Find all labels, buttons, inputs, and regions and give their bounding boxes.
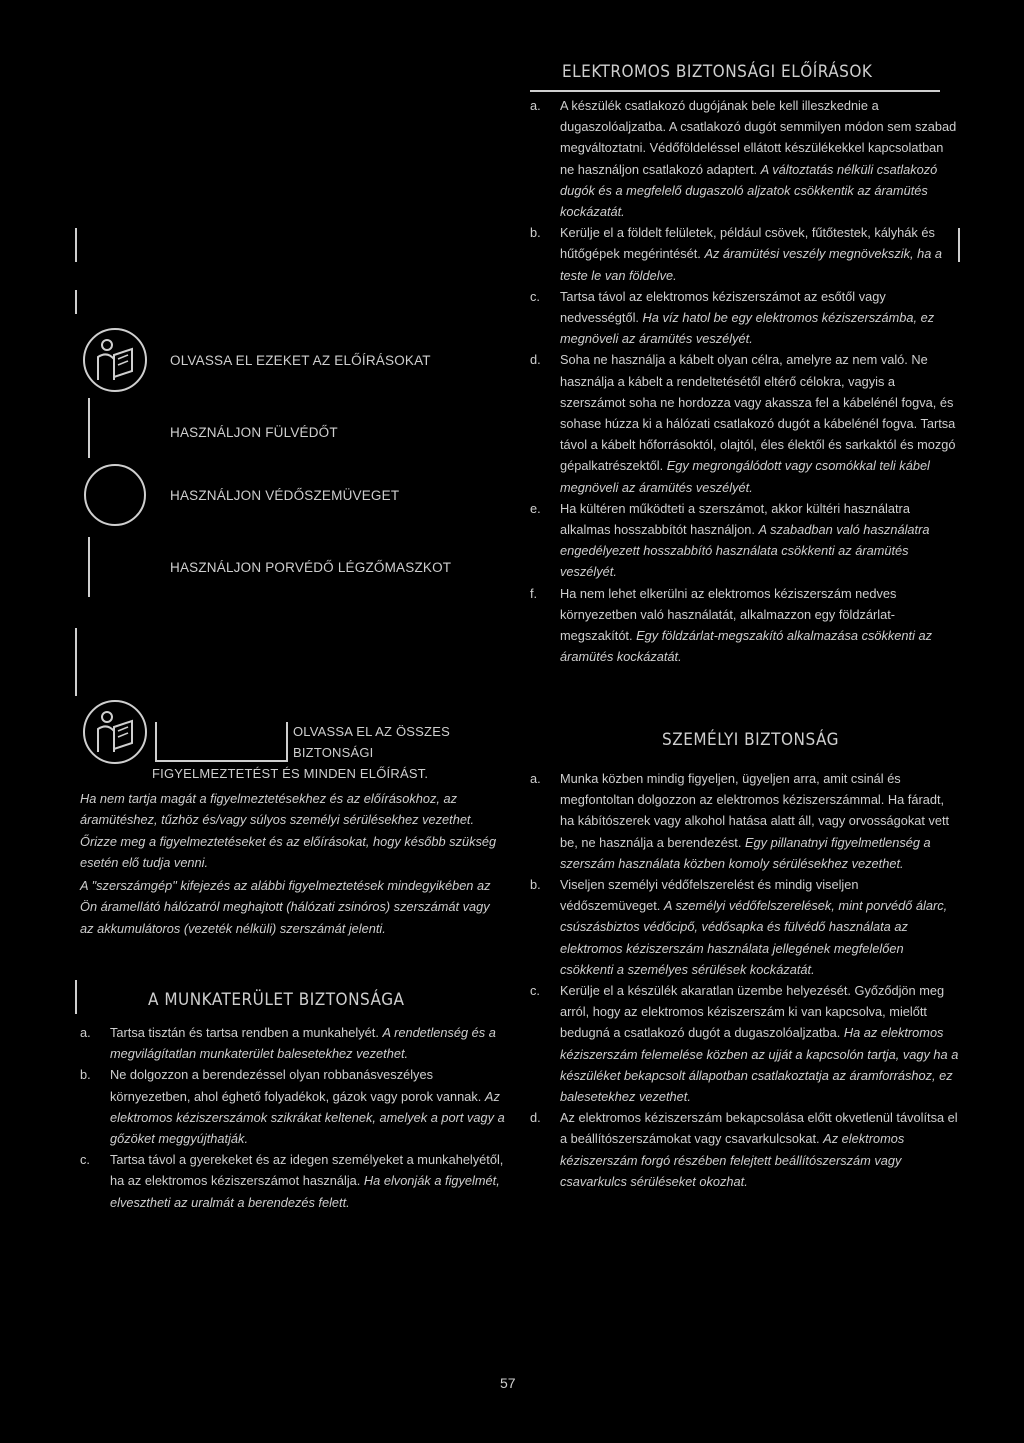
item-letter: d.: [530, 1110, 541, 1126]
electrical-safety-list: [530, 95, 960, 667]
read-all-line2: BIZTONSÁGI: [293, 745, 374, 760]
list-item: [530, 874, 960, 980]
work-area-safety-heading: A MUNKATERÜLET BIZTONSÁGA: [148, 990, 405, 1010]
item-body: [560, 286, 960, 350]
item-consequence-text: Egy földzárlat-megszakító alkalmazása csökkenti az áramütés kockázatát.: [560, 628, 932, 665]
list-item: [530, 95, 960, 222]
list-item: [530, 286, 960, 350]
item-letter: a.: [80, 1025, 91, 1040]
electrical-safety-heading: ELEKTROMOS BIZTONSÁGI ELŐÍRÁSOK: [562, 62, 873, 82]
item-text: Kerülje el a készülék akaratlan üzembe helyezését. Győződjön meg arról, hogy az elektromos kéziszerszám ki van kapcsolva, mielőtt bedugná a csatlakozó dugót a dugaszolóaljzatba.: [560, 983, 945, 1041]
item-body: [110, 1064, 505, 1149]
item-letter: f.: [530, 585, 538, 601]
item-body: [110, 1149, 505, 1213]
item-letter: a.: [530, 771, 541, 786]
dust-mask-icon: [80, 535, 150, 595]
item-text: Tartsa tisztán és tartsa rendben a munkahelyét.: [110, 1025, 379, 1040]
item-letter: b.: [530, 225, 541, 241]
item-consequence-text: Az elektromos kéziszerszám forgó részében felejtett beállítószerszám vagy csavarkulcs sérüléseket okozhat.: [560, 1131, 905, 1189]
eye-protection-icon: [80, 460, 150, 530]
item-body: [560, 980, 960, 1107]
read-manual-icon: [80, 325, 150, 395]
item-text: Tartsa távol a gyerekeket és az idegen személyeket a munkahelyétől, ha az elektromos kéziszerszámot használja.: [110, 1152, 504, 1189]
item-consequence-text: Egy megrongálódott vagy csomókkal teli kábel megnöveli az áramütés veszélyét.: [560, 458, 930, 495]
item-letter: a.: [530, 98, 541, 113]
heading-rule: [530, 90, 940, 92]
work-area-safety-list: [80, 1022, 505, 1213]
pictogram-row: [80, 325, 431, 395]
read-manual-icon: [80, 697, 150, 767]
item-letter: c.: [530, 983, 540, 999]
item-letter: c.: [530, 288, 540, 304]
divider-line: [75, 628, 77, 696]
item-text: Kerülje el a földelt felületek, például csövek, fűtőtestek, kályhák és hűtőgépek megérintését.: [560, 225, 935, 262]
divider-line: [155, 760, 288, 762]
item-body: [560, 222, 960, 286]
item-consequence-text: A rendetlenség és a megvilágítatlan munkaterület balesetekhez vezethet.: [110, 1025, 496, 1062]
item-body: [110, 1022, 505, 1064]
divider-line: [155, 722, 157, 760]
item-consequence-text: Ha az elektromos kéziszerszám felemelése közben az ujját a kapcsolón tartja, vagy ha a készüléket bekapcsolt állapotban csatlakoztatja az áramforráshoz, ez balesetekhez vezethet.: [560, 1025, 959, 1105]
list-item: [530, 349, 960, 497]
item-consequence-text: Egy pillanatnyi figyelmetlenség a szerszám használata közben komoly sérülésekhez vezethet.: [560, 834, 931, 871]
pictogram-row: [80, 535, 451, 595]
page-number: 57: [500, 1375, 516, 1391]
item-body: [560, 349, 960, 497]
item-letter: d.: [530, 352, 541, 368]
item-consequence-text: A változtatás nélküli csatlakozó dugók és a megfelelő dugaszoló aljzatok csökkentik az áramütés kockázatát.: [560, 161, 938, 220]
personal-safety-heading: SZEMÉLYI BIZTONSÁG: [662, 730, 839, 750]
item-text: Munka közben mindig figyeljen, ügyeljen arra, amit csinál és megfontoltan dolgozzon az elektromos kéziszerszámmal. Ha fáradt, ha kábítószerek vagy alkohol hatása alatt áll, vagy orvosságokat vett be, ne használja a berendezést.: [560, 771, 950, 850]
item-text: Tartsa távol az elektromos kéziszerszámot az esőtől vagy nedvességtől.: [560, 288, 886, 326]
list-item: [530, 583, 960, 668]
item-text: Soha ne használja a kábelt olyan célra, amelyre az nem való. Ne használja a kábelt a rendeltetésétől eltérő célokra, vagyis a szerszámot soha ne hordozza vagy akassza fel a kábelénél fogva, és sohase húzza ki a hálózati csatlakozó dugót a kábelénél fogva. Tartsa távol a kábelt hőforrásoktól, olajtól, éles élektől és sarkaktól és mozgó gépalkatrészektől.: [560, 352, 956, 474]
divider-line: [75, 980, 77, 1014]
item-text: Viseljen személyi védőfelszerelést és mindig viseljen védőszemüveget.: [560, 877, 859, 914]
read-all-line1: OLVASSA EL AZ ÖSSZES: [293, 724, 450, 739]
list-item: [530, 222, 960, 286]
item-body: [560, 498, 960, 583]
item-text: Ha nem lehet elkerülni az elektromos kéziszerszám nedves környezetben való használatát, alkalmazzon egy földzárlat-megszakítót.: [560, 585, 897, 644]
ear-protection-icon: [80, 400, 150, 460]
pictogram-row: [80, 460, 399, 530]
warning-intro-paragraph: Ha nem tartja magát a figyelmeztetésekhez és az előírásokhoz, az áramütéshez, tűzhöz és/vagy súlyos személyi sérülésekhez vezethet. Őrizze meg a figyelmeztetéseket és az előírásokat, hogy később szükség esetén elő tudja venni.: [80, 791, 497, 871]
divider-line: [75, 290, 77, 314]
item-body: [560, 874, 960, 980]
item-letter: c.: [80, 1152, 90, 1168]
list-item: [80, 1022, 505, 1064]
item-text: Ne dolgozzon a berendezéssel olyan robbanásveszélyes környezetben, ahol éghető folyadékok, gázok vagy porok vannak.: [110, 1067, 482, 1104]
item-letter: b.: [530, 877, 541, 893]
item-body: [560, 95, 960, 222]
item-consequence-text: Ha víz hatol be egy elektromos kéziszerszámba, ez megnöveli az áramütés veszélyét.: [560, 310, 935, 347]
pictogram-row: [80, 400, 338, 460]
item-letter: b.: [80, 1067, 91, 1083]
item-letter: e.: [530, 500, 541, 516]
pictogram-label: OLVASSA EL EZEKET AZ ELŐÍRÁSOKAT: [170, 352, 431, 368]
list-item: [530, 498, 960, 583]
item-consequence-text: A személyi védőfelszerelések, mint porvédő álarc, csúszásbiztos védőcipő, védősapka és fülvédő használata az elektromos kéziszerszám használata jellegének megfelelően csökkenti a személyes sérülések kockázatát.: [560, 898, 948, 977]
item-text: Az elektromos kéziszerszám bekapcsolása előtt okvetlenül távolítsa el a beállítószerszámokat vagy csavarkulcsokat.: [560, 1110, 958, 1147]
power-tool-definition-paragraph: A "szerszámgép" kifejezés az alábbi figyelmeztetések mindegyikében az Ön áramellátó hálózatról meghajtott (hálózati zsinóros) szerszámát vagy az akkumulátoros (vezeték nélküli) szerszámát jelenti.: [80, 878, 491, 936]
item-consequence-text: A szabadban való használatra engedélyezett hosszabbító használata csökkenti az áramütés veszélyét.: [560, 522, 930, 580]
item-text: Ha kültéren működteti a szerszámot, akkor kültéri használatra alkalmas hosszabbítót használjon.: [560, 500, 910, 538]
read-all-line3: FIGYELMEZTETÉST ÉS MINDEN ELŐÍRÁST.: [152, 766, 429, 781]
pictogram-label: HASZNÁLJON PORVÉDŐ LÉGZŐMASZKOT: [170, 559, 452, 575]
personal-safety-list: [530, 768, 960, 1192]
divider-line: [286, 722, 288, 760]
list-item: [530, 768, 960, 874]
list-item: [530, 1107, 960, 1192]
item-body: [560, 1107, 960, 1192]
item-consequence-text: Ha elvonják a figyelmét, elvesztheti az uralmát a berendezés felett.: [110, 1173, 500, 1210]
item-body: [560, 768, 960, 874]
item-body: [560, 583, 960, 668]
divider-line: [958, 228, 960, 262]
list-item: [80, 1149, 505, 1213]
list-item: [80, 1064, 505, 1149]
item-consequence-text: Az áramütési veszély megnövekszik, ha a teste le van földelve.: [560, 246, 942, 283]
pictogram-label: HASZNÁLJON FÜLVÉDŐT: [170, 424, 338, 440]
list-item: [530, 980, 960, 1107]
item-consequence-text: Az elektromos kéziszerszámok szikrákat keltenek, amelyek a port vagy a gőzöket meggyújthatják.: [110, 1088, 505, 1147]
item-text: A készülék csatlakozó dugójának bele kell illeszkednie a dugaszolóaljzatba. A csatlakozó dugót semmilyen módon sem szabad megváltoztatni. Védőföldeléssel ellátott készülékekkel kapcsolatban ne használjon csatlakozó adaptert.: [560, 98, 957, 177]
divider-line: [75, 228, 77, 262]
pictogram-label: HASZNÁLJON VÉDŐSZEMÜVEGET: [170, 487, 400, 503]
